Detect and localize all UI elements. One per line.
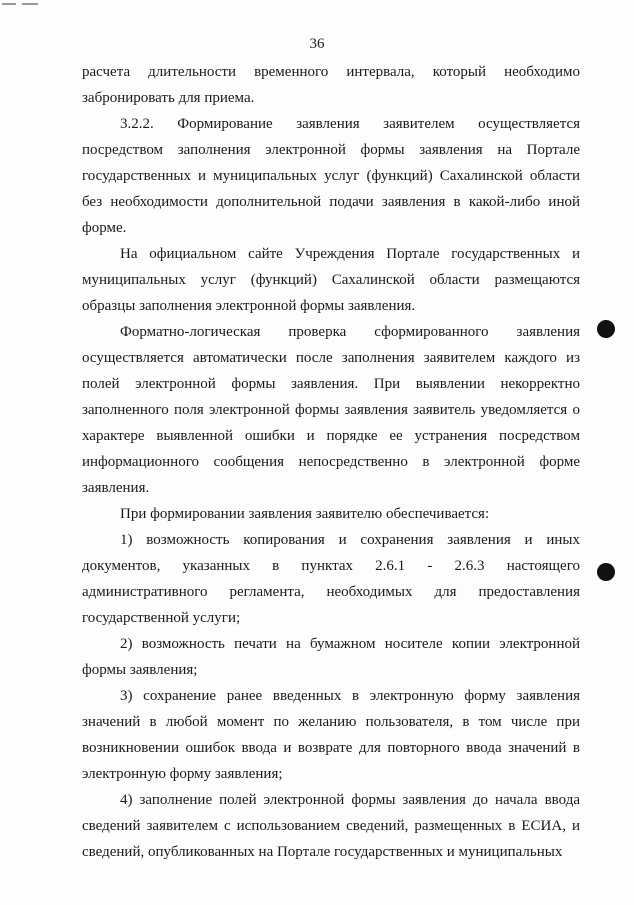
list-item-4: 4) заполнение полей электронной формы заявления до начала ввода сведений заявителем с использованием сведений, размещенных в ЕСИА, и сведений, опубликованных на Портале государственных и муниципальных (82, 792, 580, 860)
list-item-3: 3) сохранение ранее введенных в электронную форму заявления значений в любой момент по желанию пользователя, в том числе при возникновении ошибок ввода и возврате для повторного ввода значений в электронную форму заявления; (82, 688, 580, 782)
document-body (82, 59, 580, 865)
paragraph-format-check: Форматно-логическая проверка сформированного заявления осуществляется автоматически после заполнения заявителем каждого из полей электронной формы заявления. При выявлении некорректно заполненного поля электронной формы заявления заявитель уведомляется о характере выявленной ошибки и порядке ее устранения посредством информационного сообщения непосредственно в электронной форме заявления. (82, 324, 580, 496)
paragraph-provided-list-intro: При формировании заявления заявителю обеспечивается: (120, 506, 490, 522)
page-number: 36 (309, 36, 325, 52)
punch-hole-top (597, 320, 615, 338)
list-item-2: 2) возможность печати на бумажном носителе копии электронной формы заявления; (82, 636, 580, 678)
paragraph-continuation: расчета длительности временного интервала, который необходимо забронировать для приема. (82, 64, 580, 106)
paragraph-official-site: На официальном сайте Учреждения Портале государственных и муниципальных услуг (функций) Сахалинской области размещаются образцы заполнения электронной формы заявления. (82, 246, 580, 314)
list-item-1: 1) возможность копирования и сохранения заявления и иных документов, указанных в пунктах 2.6.1 - 2.6.3 настоящего административного регламента, необходимых для предоставления государственной услуги; (82, 532, 580, 626)
scan-artifact-top-left (2, 3, 16, 5)
paragraph-3-2-2: 3.2.2. Формирование заявления заявителем осуществляется посредством заполнения электронной формы заявления на Портале государственных и муниципальных услуг (функций) Сахалинской области без необходимости дополнительной подачи заявления в какой-либо иной форме. (82, 116, 580, 236)
punch-hole-bottom (597, 563, 615, 581)
scan-artifact-top-left-2 (22, 3, 38, 5)
